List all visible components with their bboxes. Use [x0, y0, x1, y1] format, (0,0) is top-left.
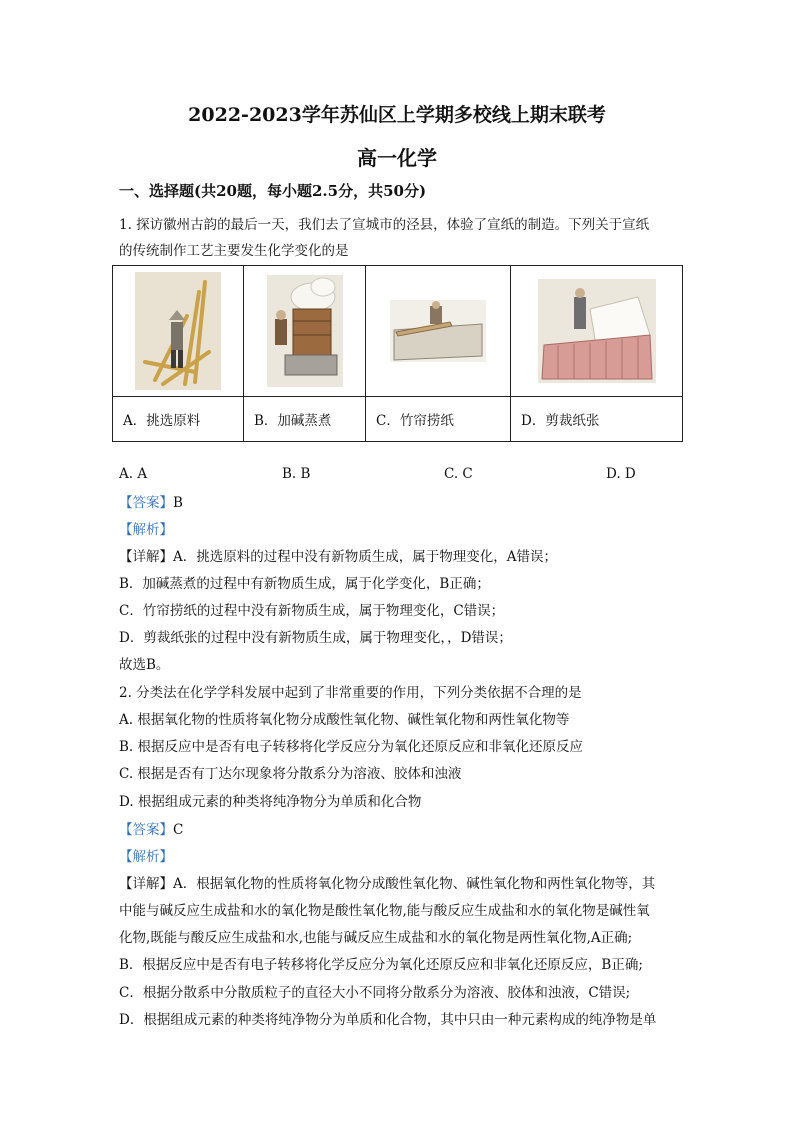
q2-option-a: A. 根据氧化物的性质将氧化物分成酸性氧化物、碱性氧化物和两性氧化物等 [119, 712, 570, 728]
option-b-label: B．加碱蒸煮 [244, 397, 366, 442]
option-d-image-cell [511, 266, 683, 397]
q2-answer [119, 818, 183, 838]
answer-tag: 【答案】 [119, 495, 173, 511]
section-title: 一、选择题(共20题，每小题2.5分，共50分) [119, 182, 427, 200]
q2-analysis-tag: 【解析】 [119, 849, 173, 865]
q1-conclusion: 故选B。 [119, 657, 170, 673]
option-a-label: A．挑选原料 [113, 397, 244, 442]
q1-detail-line: C．竹帘捞纸的过程中没有新物质生成，属于物理变化，C错误； [119, 603, 505, 619]
answer-value: C [173, 822, 184, 838]
q1-choice-b: B. B [282, 466, 311, 482]
option-a-image-cell [113, 266, 244, 397]
option-d-label: D．剪裁纸张 [511, 397, 683, 442]
q1-stem-line1: 1. 探访徽州古韵的最后一天，我们去了宣城市的泾县，体验了宣纸的制造。下列关于宣纸 [119, 217, 650, 233]
bamboo-screen-papermaking-illustration [390, 300, 486, 362]
q1-stem-line2: 的传统制作工艺主要发生化学变化的是 [119, 243, 349, 259]
option-b-image-cell [244, 266, 366, 397]
q2-detail-line: 中能与碱反应生成盐和水的氧化物是酸性氧化物,能与酸反应生成盐和水的氧化物是碱性氧 [119, 903, 650, 919]
selecting-materials-illustration [135, 272, 221, 390]
q1-analysis-tag: 【解析】 [119, 522, 173, 538]
q2-detail-line: 化物,既能与酸反应生成盐和水,也能与碱反应生成盐和水的氧化物是两性氧化物,A正确; [119, 930, 633, 946]
q2-option-c: C. 根据是否有丁达尔现象将分散系分为溶液、胶体和浊液 [119, 766, 462, 782]
q2-detail-line: C．根据分散系中分散质粒子的直径大小不同将分散系分为溶液、胶体和浊液，C错误; [119, 985, 631, 1001]
exam-title: 2022-2023学年苏仙区上学期多校线上期末联考 [188, 104, 606, 126]
option-c-image-cell [366, 266, 511, 397]
subject-title: 高一化学 [357, 146, 437, 170]
q2-detail-line: D．根据组成元素的种类将纯净物分为单质和化合物，其中只由一种元素构成的纯净物是单 [119, 1012, 657, 1028]
answer-value: B [173, 495, 183, 511]
answer-tag: 【答案】 [119, 822, 173, 838]
q2-option-b: B. 根据反应中是否有电子转移将化学反应分为氧化还原反应和非氧化还原反应 [119, 739, 584, 755]
q1-choice-c: C. C [444, 466, 473, 482]
q1-options-table [112, 265, 683, 442]
q2-stem: 2. 分类法在化学学科发展中起到了非常重要的作用，下列分类依据不合理的是 [119, 685, 582, 701]
detail-tag: 【详解】 [119, 549, 173, 565]
q1-detail-line: D．剪裁纸张的过程中没有新物质生成，属于物理变化，，D错误； [119, 630, 512, 646]
q1-detail-line: 【详解】A．挑选原料的过程中没有新物质生成，属于物理变化，A错误； [119, 549, 557, 565]
cutting-paper-illustration [538, 279, 656, 383]
q1-answer [119, 491, 183, 511]
q2-detail-line: B．根据反应中是否有电子转移将化学反应分为氧化还原反应和非氧化还原反应，B正确; [119, 957, 643, 973]
detail-tag: 【详解】 [119, 876, 173, 892]
q2-detail-line: 【详解】A．根据氧化物的性质将氧化物分成酸性氧化物、碱性氧化物和两性氧化物等，其 [119, 876, 656, 892]
q1-choice-d: D. D [606, 466, 636, 482]
q2-option-d: D. 根据组成元素的种类将纯净物分为单质和化合物 [119, 794, 422, 810]
q1-detail-line: B．加碱蒸煮的过程中有新物质生成，属于化学变化，B正确； [119, 576, 490, 592]
alkali-boiling-illustration [267, 275, 343, 387]
option-c-label: C．竹帘捞纸 [366, 397, 511, 442]
q1-choice-a: A. A [119, 466, 148, 482]
